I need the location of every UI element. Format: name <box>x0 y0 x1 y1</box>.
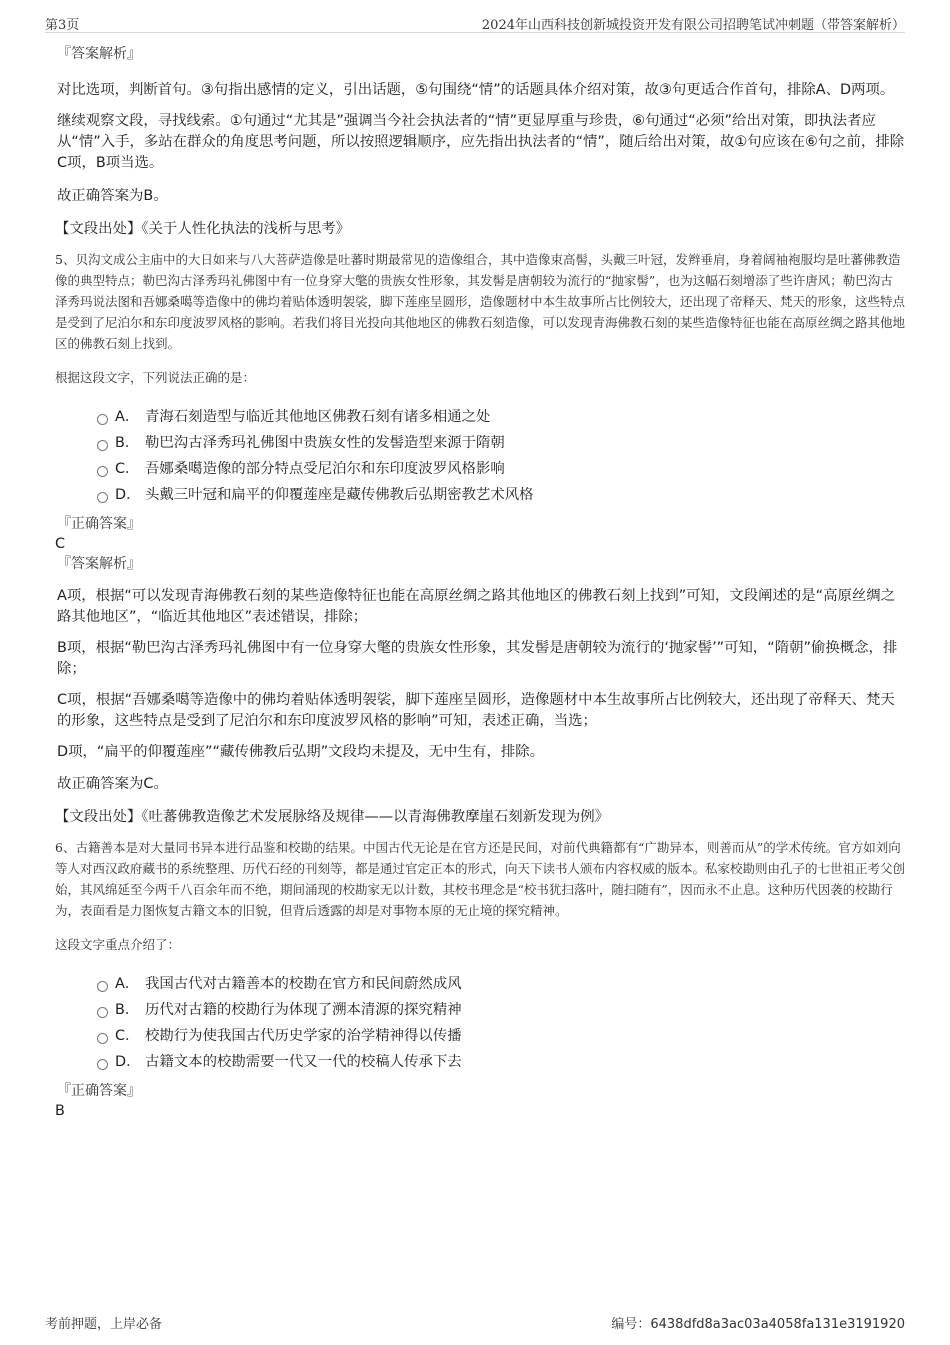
option-c[interactable]: C． 校勘行为使我国古代历史学家的治学精神得以传播 <box>55 1023 905 1049</box>
option-text: 历代对古籍的校勘行为体现了溯本清源的探究精神 <box>145 1002 462 1018</box>
option-text: 头戴三叶冠和扁平的仰覆莲座是藏传佛教后弘期密教艺术风格 <box>145 487 534 503</box>
radio-icon[interactable] <box>97 1033 108 1044</box>
radio-icon[interactable] <box>97 440 108 451</box>
analysis-paragraph: C项，根据“吾娜桑噶等造像中的佛均着贴体透明袈裟，脚下莲座呈圆形，造像题材中本生故事所占比例较大，还出现了帝释天、梵天的形象，这些特点是受到了尼泊尔和东印度波罗风格的影响”可知，表述正确，当选； <box>57 692 895 729</box>
analysis-label: 『答案解析』 <box>57 556 141 572</box>
radio-icon[interactable] <box>97 1007 108 1018</box>
option-text: 青海石刻造型与临近其他地区佛教石刻有诸多相通之处 <box>145 409 491 425</box>
document-body <box>55 44 905 1121</box>
option-text: 校勘行为使我国古代历史学家的治学精神得以传播 <box>145 1028 462 1044</box>
options-list <box>55 404 905 508</box>
source-citation: 【文段出处】《吐蕃佛教造像艺术发展脉络及规律——以青海佛教摩崖石刻新发现为例》 <box>55 809 610 825</box>
option-b[interactable]: B． 历代对古籍的校勘行为体现了溯本清源的探究精神 <box>55 997 905 1023</box>
document-title: 2024年山西科技创新城投资开发有限公司招聘笔试冲刺题（带答案解析） <box>481 18 905 33</box>
option-b[interactable]: B． 勒巴沟古泽秀玛礼佛图中贵族女性的发髻造型来源于隋朝 <box>55 430 905 456</box>
source-citation: 【文段出处】《关于人性化执法的浅析与思考》 <box>55 221 351 237</box>
radio-icon[interactable] <box>97 492 108 503</box>
option-d[interactable]: D． 头戴三叶冠和扁平的仰覆莲座是藏传佛教后弘期密教艺术风格 <box>55 482 905 508</box>
option-text: 我国古代对古籍善本的校勘在官方和民间蔚然成风 <box>145 976 462 992</box>
option-d[interactable]: D． 古籍文本的校勘需要一代又一代的校稿人传承下去 <box>55 1049 905 1075</box>
correct-answer-label: 『正确答案』 <box>57 1083 141 1099</box>
page-footer <box>45 1313 905 1333</box>
correct-answer-label: 『正确答案』 <box>57 516 141 532</box>
conclusion-text: 故正确答案为C。 <box>57 776 168 792</box>
correct-answer: C <box>55 536 66 552</box>
page-header <box>45 12 905 33</box>
option-text: 吾娜桑噶造像的部分特点受尼泊尔和东印度波罗风格影响 <box>145 461 505 477</box>
page-number: 第3页 <box>45 18 80 33</box>
option-text: 古籍文本的校勘需要一代又一代的校稿人传承下去 <box>145 1054 462 1070</box>
radio-icon[interactable] <box>97 981 108 992</box>
question-prompt: 根据这段文字，下列说法正确的是： <box>55 370 256 385</box>
analysis-label: 『答案解析』 <box>57 46 141 62</box>
analysis-paragraph: A项，根据“可以发现青海佛教石刻的某些造像特征也能在高原丝绸之路其他地区的佛教石刻上找到”可知，文段阐述的是“高原丝绸之路其他地区”，“临近其他地区”表述错误，排除； <box>57 588 896 625</box>
radio-icon[interactable] <box>97 1059 108 1070</box>
analysis-paragraph: 对比选项，判断首句。③句指出感情的定义，引出话题，⑤句围绕“情”的话题具体介绍对策，故③句更适合作首句，排除A、D两项。 <box>57 82 895 98</box>
question-prompt: 这段文字重点介绍了： <box>55 937 181 952</box>
correct-answer: B <box>55 1103 65 1119</box>
radio-icon[interactable] <box>97 414 108 425</box>
analysis-paragraph: D项，“扁平的仰覆莲座”“藏传佛教后弘期”文段均未提及，无中生有，排除。 <box>57 744 545 760</box>
radio-icon[interactable] <box>97 466 108 477</box>
question-stem: 5、贝沟文成公主庙中的大日如来与八大菩萨造像是吐蕃时期最常见的造像组合，其中造像束高髻，头戴三叶冠，发辫垂肩，身着阔袖袍服均是吐蕃佛教造像的典型特点；勒巴沟古泽秀玛礼佛图中有一位身穿大氅的贵族女性形象，其发髻是唐朝较为流行的“抛家髻”，也为这幅石刻增添了些许唐风；勒巴沟古泽秀玛说法图和吾娜桑噶等造像中的佛均着贴体透明袈裟，脚下莲座呈圆形，造像题材中本生故事所占比例较大，还出现了帝释天、梵天的形象，这些特点是受到了尼泊尔和东印度波罗风格的影响。若我们将目光投向其他地区的佛教石刻造像，可以发现青海佛教石刻的某些造像特征也能在高原丝绸之路其他地区的佛教石刻上找到。 <box>55 252 906 351</box>
options-list <box>55 971 905 1075</box>
option-c[interactable]: C． 吾娜桑噶造像的部分特点受尼泊尔和东印度波罗风格影响 <box>55 456 905 482</box>
option-a[interactable]: A． 青海石刻造型与临近其他地区佛教石刻有诸多相通之处 <box>55 404 905 430</box>
analysis-paragraph: B项，根据“勒巴沟古泽秀玛礼佛图中有一位身穿大氅的贵族女性形象，其发髻是唐朝较为流行的‘抛家髻’”可知，“隋朝”偷换概念，排除； <box>57 640 898 677</box>
analysis-paragraph: 继续观察文段，寻找线索。①句通过“尤其是”强调当今社会执法者的“情”更显厚重与珍贵，⑥句通过“必须”给出对策，即执法者应从“情”入手，多站在群众的角度思考问题，所以按照逻辑顺序，应先指出执法者的“情”，随后给出对策，故①句应该在⑥句之前，排除C项，B项当选。 <box>57 113 905 171</box>
option-a[interactable]: A． 我国古代对古籍善本的校勘在官方和民间蔚然成风 <box>55 971 905 997</box>
conclusion-text: 故正确答案为B。 <box>57 188 168 204</box>
option-text: 勒巴沟古泽秀玛礼佛图中贵族女性的发髻造型来源于隋朝 <box>145 435 505 451</box>
question-stem: 6、古籍善本是对大量同书异本进行品鉴和校勘的结果。中国古代无论是在官方还是民间，对前代典籍都有“广勘异本，则善而从”的学术传统。官方如刘向等人对西汉政府藏书的系统整理、历代石经的刊刻等，都是通过官定正本的形式，向天下读书人颁布内容权威的版本。私家校勘则由孔子的七世祖正考父创始，其风绵延至今两千八百余年而不绝，期间涌现的校勘家无以计数，其校书理念是“校书犹扫落叶，随扫随有”，因而永不止息。这种历代因袭的校勘行为，表面看是力图恢复古籍文本的旧貌，但背后透露的却是对事物本原的无止境的探究精神。 <box>55 840 906 918</box>
document-id: 编号：6438dfd8a3ac03a4058fa131e3191920 <box>611 1317 905 1332</box>
footer-slogan: 考前押题，上岸必备 <box>45 1317 163 1332</box>
